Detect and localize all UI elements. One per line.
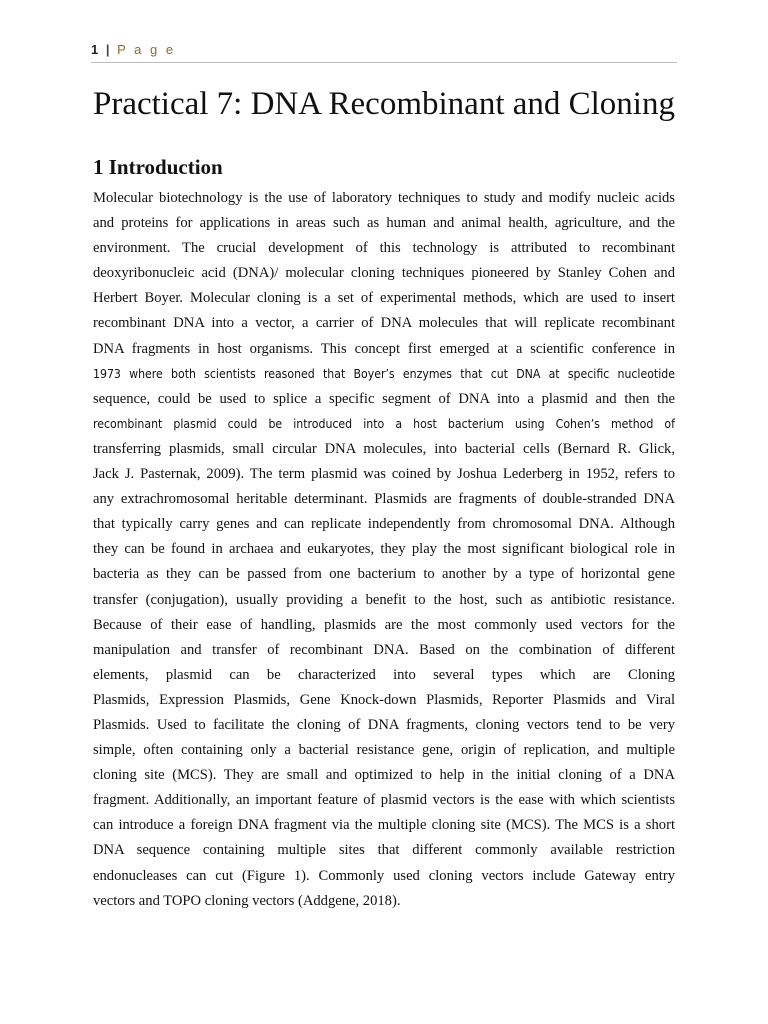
body-line: DNA sequence containing multiple sites that different commonly available restriction [93, 842, 675, 859]
page-number: 1 [91, 42, 99, 57]
body-line: transfer (conjugation), usually providing a benefit to the host, such as antibiotic resistance. [93, 591, 675, 608]
body-line: DNA fragments in host organisms. This concept first emerged at a scientific conference in [93, 340, 675, 357]
body-line: environment. The crucial development of this technology is attributed to recombinant [93, 240, 675, 257]
body-line: simple, often containing only a bacterial resistance gene, origin of replication, and multiple [93, 742, 675, 759]
body-line: Herbert Boyer. Molecular cloning is a set of experimental methods, which are used to insert [93, 290, 675, 307]
body-line: endonucleases can cut (Figure 1). Commonly used cloning vectors include Gateway entry [93, 867, 675, 884]
body-line: they can be found in archaea and eukaryotes, they play the most significant biological role in [93, 541, 675, 558]
body-line: fragment. Additionally, an important feature of plasmid vectors is the ease with which scientists [93, 792, 675, 809]
body-line: cloning site (MCS). They are small and optimized to help in the initial cloning of a DNA [93, 767, 675, 784]
body-line: elements, plasmid can be characterized into several types which are Cloning [93, 666, 675, 683]
body-line: vectors and TOPO cloning vectors (Addgene, 2018). [93, 892, 401, 909]
header-separator: | [105, 42, 110, 57]
body-line: recombinant DNA into a vector, a carrier of DNA molecules that will replicate recombinant [93, 315, 675, 332]
body-line: Molecular biotechnology is the use of laboratory techniques to study and modify nucleic acids [93, 190, 675, 206]
body-line: bacteria as they can be passed from one bacterium to another by a type of horizontal gene [93, 566, 675, 583]
body-line: recombinant plasmid could be introduced into a host bacterium using Cohen’s method of [93, 416, 675, 431]
body-line: transferring plasmids, small circular DNA molecules, into bacterial cells (Bernard R. Glick, [93, 440, 675, 457]
body-line: and proteins for applications in areas such as human and animal health, agriculture, and the [93, 215, 675, 232]
page-word: P a g e [117, 42, 176, 57]
body-line: any extrachromosomal heritable determinant. Plasmids are fragments of double-stranded DNA [93, 491, 675, 508]
body-line: manipulation and transfer of recombinant DNA. Based on the combination of different [93, 641, 675, 658]
body-line: can introduce a foreign DNA fragment via the multiple cloning site (MCS). The MCS is a short [93, 817, 675, 834]
header-rule [91, 62, 677, 63]
document-title: Practical 7: DNA Recombinant and Cloning [93, 86, 675, 122]
body-line: that typically carry genes and can replicate independently from chromosomal DNA. Although [93, 516, 675, 533]
body-line: Plasmids, Expression Plasmids, Gene Knock-down Plasmids, Reporter Plasmids and Viral [93, 691, 675, 708]
section-heading: 1 Introduction [93, 155, 223, 179]
section-body [93, 186, 675, 914]
body-line: 1973 where both scientists reasoned that Boyer’s enzymes that cut DNA at specific nucleotide [93, 366, 675, 381]
body-line: Plasmids. Used to facilitate the cloning of DNA fragments, cloning vectors tend to be very [93, 716, 675, 733]
body-line: sequence, could be used to splice a specific segment of DNA into a plasmid and then the [93, 390, 675, 407]
body-line: Jack J. Pasternak, 2009). The term plasmid was coined by Joshua Lederberg in 1952, refers to [93, 466, 675, 483]
body-line: deoxyribonucleic acid (DNA)/ molecular cloning techniques pioneered by Stanley Cohen and [93, 265, 675, 282]
body-line: Because of their ease of handling, plasmids are the most commonly used vectors for the [93, 616, 675, 633]
page-header [91, 42, 176, 57]
